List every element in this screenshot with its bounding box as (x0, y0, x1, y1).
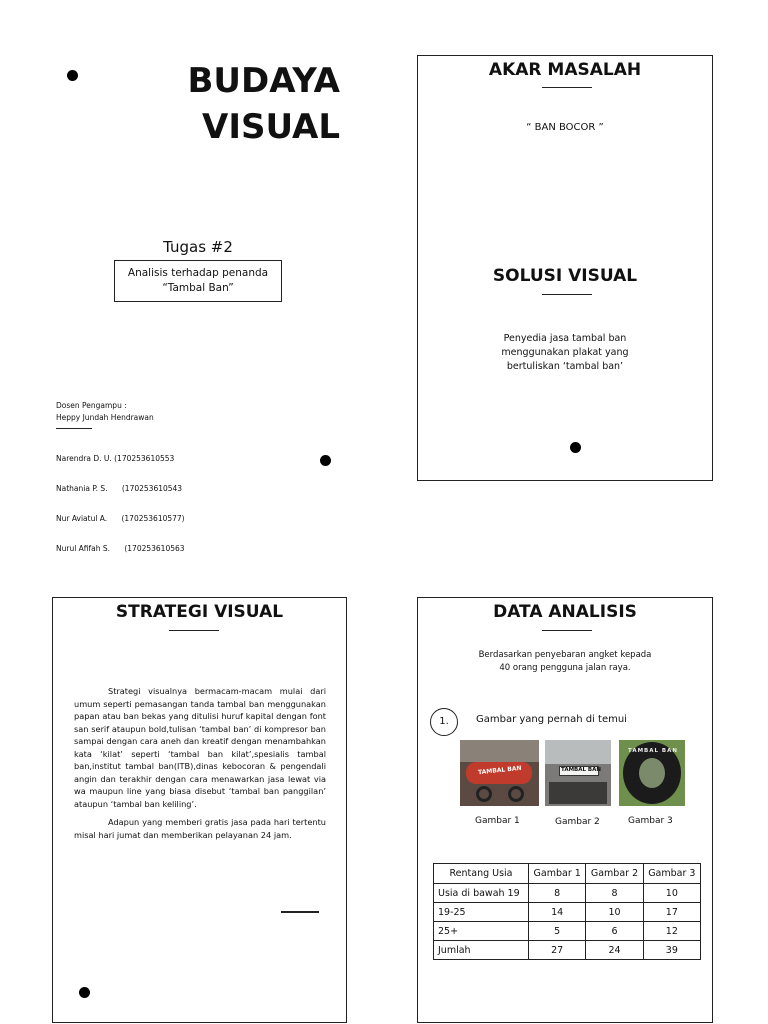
bullet-dot (67, 70, 78, 81)
cover-description-box (114, 260, 282, 302)
decorative-line (281, 911, 319, 913)
solusi-line: bertuliskan ‘tambal ban’ (506, 361, 624, 372)
table-cell: 6 (586, 922, 643, 941)
member-list (56, 434, 185, 564)
table-cell: 5 (529, 922, 586, 941)
heading-underline (542, 294, 592, 295)
table-cell: Usia di bawah 19 (434, 884, 529, 903)
slide-akar-masalah (417, 55, 713, 481)
photo-gambar-1 (460, 740, 539, 806)
lecturer-label: Dosen Pengampu : (56, 401, 127, 410)
table-header-cell: Gambar 3 (643, 864, 700, 884)
cover-title-line2: VISUAL (202, 107, 340, 147)
solusi-text (418, 332, 712, 374)
table-row (434, 922, 701, 941)
cover-subtitle: Tugas #2 (163, 238, 233, 256)
data-intro-line: 40 orang pengguna jalan raya. (499, 663, 631, 673)
table-cell: 8 (529, 884, 586, 903)
cover-box-line2: “Tambal Ban” (162, 282, 234, 294)
bullet-dot (79, 987, 90, 998)
bullet-dot (320, 455, 331, 466)
table-cell: 24 (586, 941, 643, 960)
data-intro-line: Berdasarkan penyebaran angket kepada (478, 650, 652, 660)
data-intro (418, 649, 712, 675)
heading-underline (542, 630, 592, 631)
table-cell: Jumlah (434, 941, 529, 960)
caption-gambar-2: Gambar 2 (555, 817, 600, 827)
solusi-line: Penyedia jasa tambal ban (503, 333, 627, 344)
member-item: Narendra D. U. (170253610553 (56, 454, 175, 463)
slide-strategi-visual (52, 597, 347, 1023)
solusi-heading: SOLUSI VISUAL (492, 266, 638, 286)
photo-gambar-3 (619, 740, 685, 806)
table-cell: 14 (529, 903, 586, 922)
table-cell: 39 (643, 941, 700, 960)
photo-label: TAMBAL BAN (477, 764, 522, 777)
table-cell: 19-25 (434, 903, 529, 922)
question-text: Gambar yang pernah di temui (476, 714, 627, 725)
heading-underline (542, 87, 592, 88)
member-item: Nathania P. S. (170253610543 (56, 484, 183, 493)
lecturer-name: Heppy Jundah Hendrawan (56, 413, 154, 422)
table-cell: 10 (643, 884, 700, 903)
lecturer-divider (56, 428, 92, 429)
table-header-row (434, 864, 701, 884)
table-header-cell: Gambar 1 (529, 864, 586, 884)
photo-label: TAMBAL BAN (628, 748, 678, 754)
member-item: Nurul Afifah S. (170253610563 (56, 544, 185, 553)
table-cell: 12 (643, 922, 700, 941)
strategi-body (74, 685, 326, 841)
table-row (434, 884, 701, 903)
member-item: Nur Aviatul A. (170253610577) (56, 514, 185, 523)
photo-label: TAMBAL BAN (561, 767, 601, 773)
photo-gambar-2 (545, 740, 611, 806)
table-header-cell: Rentang Usia (434, 864, 529, 884)
strategi-heading: STRATEGI VISUAL (115, 602, 284, 622)
data-heading: DATA ANALISIS (493, 602, 637, 622)
question-number-circle (430, 708, 458, 736)
cover-box-line1: Analisis terhadap penanda (127, 267, 269, 279)
strategi-paragraph-1: Strategi visualnya bermacam-macam mulai dari umum seperti pemasangan tanda tambal ban menggunakan papan atau ban bekas yang ditulisi huruf kapital dengan font san serif ataupun bold,tulisan ‘tambal ban’ di kompresor ban sampai dengan cara aneh dan kreatif dengan menambahkan kata ‘kilat’ seperti ‘tambal ban kilat’,spesialis tambal ban,institut tambal ban(ITB),dinas kebocoran & pengendali angin dan terakhir dengan cara menawarkan jasa lewat via wa maupun line yang biasa disebut ‘tambal ban panggilan’ ataupun ‘tambal ban keliling’. (74, 686, 326, 809)
caption-gambar-1: Gambar 1 (475, 816, 520, 826)
heading-underline (169, 630, 219, 631)
bullet-dot (570, 442, 581, 453)
table-row (434, 903, 701, 922)
question-number: 1. (439, 716, 449, 727)
data-table (433, 863, 701, 960)
table-cell: 17 (643, 903, 700, 922)
table-cell: 25+ (434, 922, 529, 941)
strategi-paragraph-2: Adapun yang memberi gratis jasa pada hari tertentu misal hari jumat dan memberikan pelayanan 24 jam. (74, 817, 326, 840)
caption-gambar-3: Gambar 3 (628, 816, 673, 826)
table-cell: 8 (586, 884, 643, 903)
slide-data-analisis (417, 597, 713, 1023)
table-cell: 27 (529, 941, 586, 960)
akar-quote: “ BAN BOCOR ” (526, 122, 604, 133)
cover-title (150, 58, 340, 150)
cover-title-line1: BUDAYA (187, 61, 340, 101)
table-cell: 10 (586, 903, 643, 922)
table-row (434, 941, 701, 960)
table-header-cell: Gambar 2 (586, 864, 643, 884)
lecturer-block (56, 400, 154, 424)
solusi-line: menggunakan plakat yang (501, 347, 629, 358)
akar-heading: AKAR MASALAH (488, 60, 642, 80)
